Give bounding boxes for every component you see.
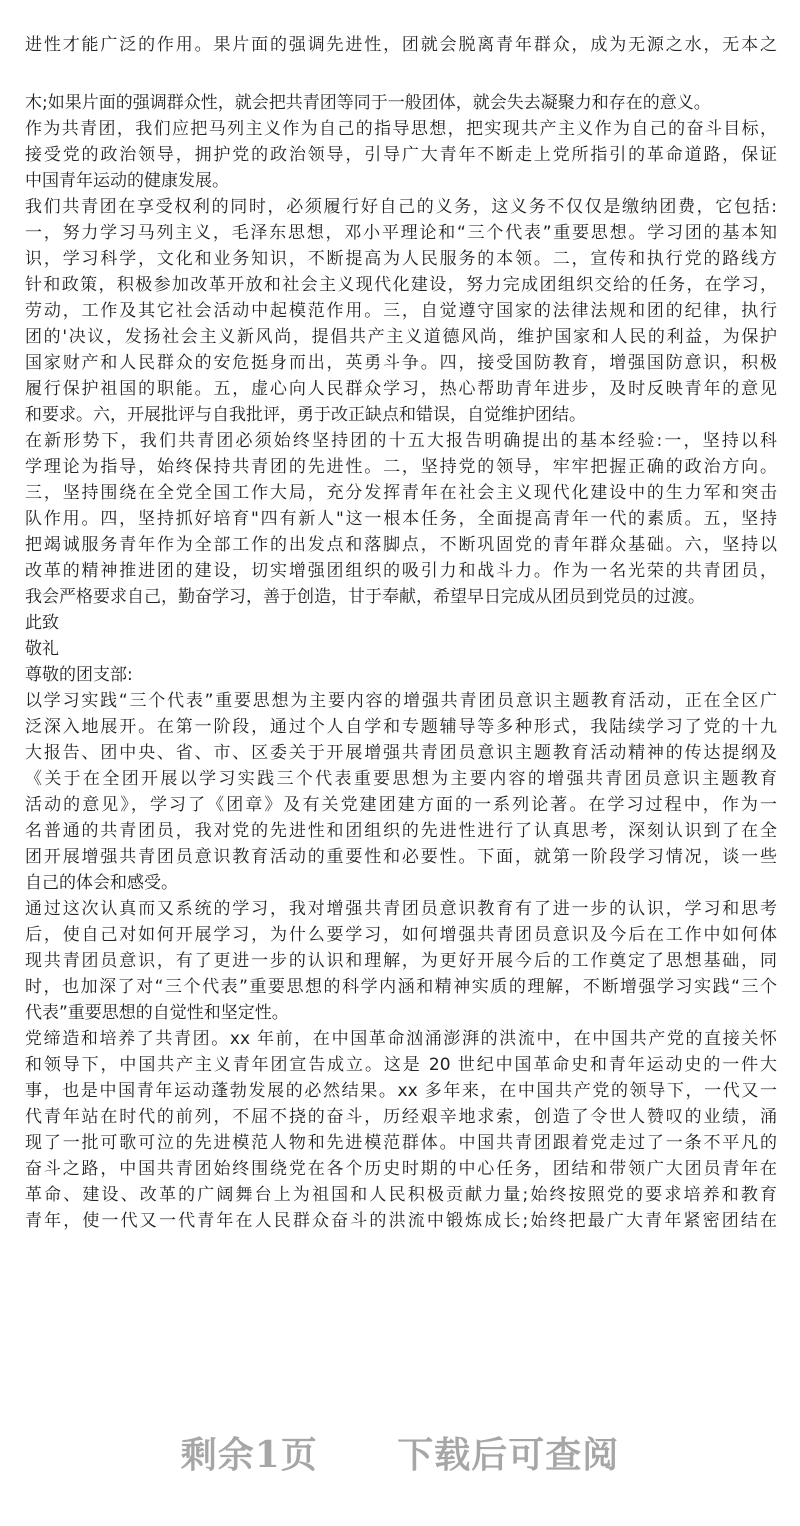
text-line: 泛深入地展开。在第一阶段，通过个人自学和专题辅导等多种形式，我陆续学习了党的十九 [25,717,777,737]
text-line: 履行保护祖国的职能。五，虚心向人民群众学习，热心帮助青年进步，及时反映青年的意见 [25,379,777,399]
paragraph [25,610,777,636]
text-line: 通过这次认真而又系统的学习，我对增强共青团员意识教育有了进一步的认识，学习和思考 [25,899,777,919]
text-line: 木;如果片面的强调群众性，就会把共青团等同于一般团体，就会失去凝聚力和存在的意义。 [25,93,711,113]
text-line: 现了一批可歌可泣的先进模范人物和先进模范群体。中国共青团跟着党走过了一条不平凡的 [25,1133,777,1153]
text-line: 接受党的政治领导，拥护党的政治领导，引导广大青年不断走上党所指引的革命道路，保证 [25,145,777,165]
text-line: 团开展增强共青团员意识教育活动的重要性和必要性。下面，就第一阶段学习情况，谈一些 [25,847,777,867]
text-line: 队作用。四，坚持抓好培育"四有新人"这一根本任务，全面提高青年一代的素质。五，坚持 [25,509,777,529]
text-line: 现共青团员意识，有了更进一步的认识和理解，为更好开展今后的工作奠定了思想基础，同 [25,951,777,971]
text-line: 作为共青团，我们应把马列主义作为自己的指导思想，把实现共产主义作为自己的奋斗目标， [25,119,777,139]
text-line: 我们共青团在享受权利的同时，必须履行好自己的义务，这义务不仅仅是缴纳团费，它包括: [25,197,777,217]
text-line: 敬礼 [25,639,59,659]
paragraph [25,90,777,116]
text-line: 尊敬的团支部: [25,665,133,685]
text-line: 大报告、团中央、省、市、区委关于开展增强共青团员意识主题教育活动精神的传达提纲及 [25,743,777,763]
text-line: 和要求。六，开展批评与自我批评，勇于改正缺点和错误，自觉维护团结。 [25,405,586,425]
text-line: 进性才能广泛的作用。果片面的强调先进性，团就会脱离青年群众，成为无源之水，无本之 [25,35,777,55]
text-line: 事，也是中国青年运动蓬勃发展的必然结果。xx 多年来，在中国共产党的领导下，一代又一 [25,1081,777,1101]
paragraph [25,194,777,428]
text-line: 识，学习科学，文化和业务知识，不断提高为人民服务的本领。二，宣传和执行党的路线方 [25,249,777,269]
remaining-pages-text: 剩余1页 [180,1434,318,1476]
text-line: 改革的精神推进团的建设，切实增强团组织的吸引力和战斗力。作为一名光荣的共青团员， [25,561,777,581]
text-line: 后，使自己对如何开展学习，为什么要学习，如何增强共青团员意识及今后在工作中如何体 [25,925,777,945]
paragraph [25,116,777,194]
text-line: 中国青年运动的健康发展。 [25,171,229,191]
text-line: 在新形势下，我们共青团必须始终坚持团的十五大报告明确提出的基本经验:一，坚持以科 [25,431,777,451]
text-line: 劳动，工作及其它社会活动中起模范作用。三，自觉遵守国家的法律法规和团的纪律，执行 [25,301,777,321]
download-to-view-text[interactable]: 下载后可查阅 [397,1434,620,1476]
text-line: 革命、建设、改革的广阔舞台上为祖国和人民积极贡献力量;始终按照党的要求培养和教育 [25,1185,777,1205]
text-line: 国家财产和人民群众的安危挺身而出，英勇斗争。四，接受国防教育，增强国防意识，积极 [25,353,777,373]
text-line: 奋斗之路，中国共青团始终围绕党在各个历史时期的中心任务，团结和带领广大团员青年在 [25,1159,777,1179]
paragraph [25,1026,777,1234]
download-prompt[interactable] [0,1427,800,1478]
text-line: 活动的意见》，学习了《团章》及有关党建团建方面的一系列论著。在学习过程中，作为一 [25,795,777,815]
text-line: 《关于在全团开展以学习实践三个代表重要思想为主要内容的增强共青团员意识主题教育 [25,769,777,789]
text-line: 名普通的共青团员，我对党的先进性和团组织的先进性进行了认真思考，深刻认识到了在全 [25,821,777,841]
text-line: 代表”重要思想的自觉性和坚定性。 [25,1003,289,1023]
text-line: 青年，使一代又一代青年在人民群众奋斗的洪流中锻炼成长;始终把最广大青年紧密团结在 [25,1211,777,1231]
text-line: 团的'决议，发扬社会主义新风尚，提倡共产主义道德风尚，维护国家和人民的利益，为保护 [25,327,777,347]
text-line: 时，也加深了对“三个代表”重要思想的科学内涵和精神实质的理解，不断增强学习实践“三个 [25,977,777,997]
text-line: 我会严格要求自己，勤奋学习，善于创造，甘于奉献，希望早日完成从团员到党员的过渡。 [25,587,705,607]
text-line: 党缔造和培养了共青团。xx 年前，在中国革命汹涌澎湃的洪流中，在中国共产党的直接关怀 [25,1029,777,1049]
paragraph [25,428,777,610]
text-line: 学理论为指导，始终保持共青团的先进性。二，坚持党的领导，牢牢把握正确的政治方向。 [25,457,777,477]
text-line: 此致 [25,613,59,633]
paragraph [25,896,777,1026]
paragraph [25,636,777,662]
paragraph [25,688,777,896]
text-line: 自己的体会和感受。 [25,873,178,893]
text-line: 针和政策，积极参加改革开放和社会主义现代化建设，努力完成团组织交给的任务，在学习， [25,275,777,295]
text-line: 三，坚持围绕在全党全国工作大局，充分发挥青年在社会主义现代化建设中的生力军和突击 [25,483,777,503]
document-body [25,32,777,1234]
text-line: 和领导下，中国共产主义青年团宣告成立。这是 20 世纪中国革命史和青年运动史的一件大 [25,1055,777,1075]
text-line: 把竭诚服务青年作为全部工作的出发点和落脚点，不断巩固党的青年群众基础。六，坚持以 [25,535,777,555]
text-line: 代青年站在时代的前列，不屈不挠的奋斗，历经艰辛地求索，创造了令世人赞叹的业绩，涌 [25,1107,777,1127]
paragraph [25,32,777,58]
paragraph [25,662,777,688]
text-line: 一，努力学习马列主义，毛泽东思想，邓小平理论和“三个代表”重要思想。学习团的基本知 [25,223,777,243]
text-line: 以学习实践“三个代表”重要思想为主要内容的增强共青团员意识主题教育活动，正在全区广 [25,691,777,711]
page-gap [25,58,777,90]
